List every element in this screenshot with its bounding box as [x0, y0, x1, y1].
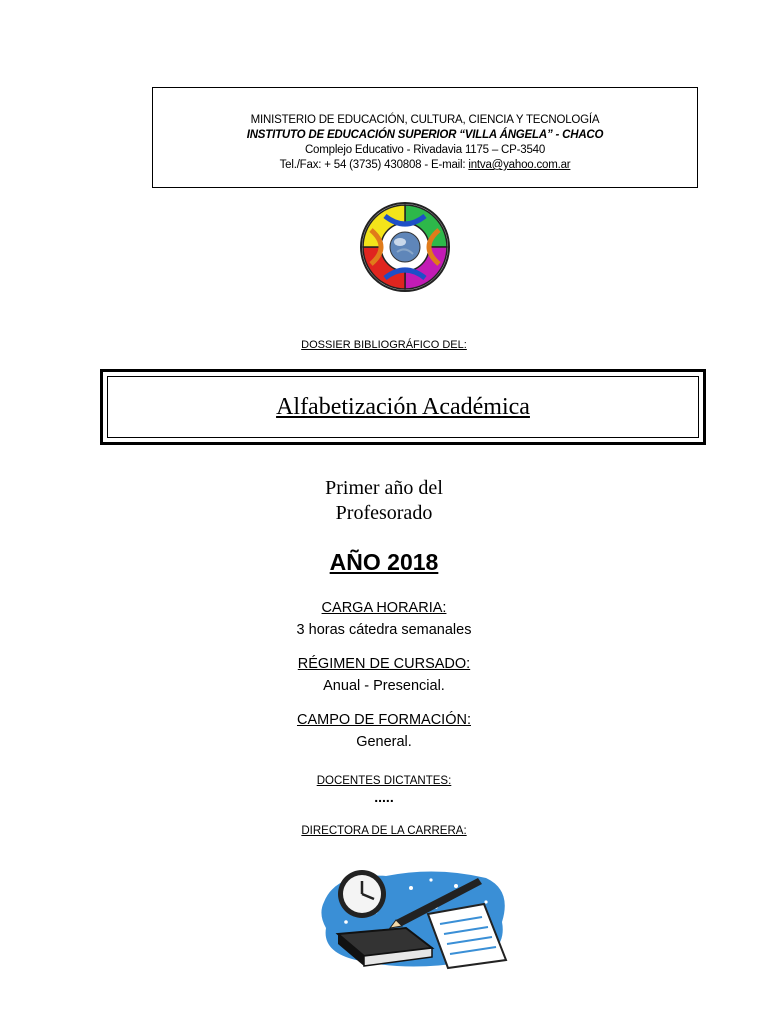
year-heading: AÑO 2018: [329, 549, 439, 575]
ministry-name: MINISTERIO DE EDUCACIÓN, CULTURA, CIENCIA Y TECNOLOGÍA: [250, 114, 600, 126]
regime-value: Anual - Presencial.: [323, 678, 445, 694]
contact-phone: Tel./Fax: + 54 (3735) 430808 - E-mail:: [279, 159, 469, 171]
subtitle-line-2: Profesorado: [335, 502, 433, 524]
workload-value: 3 horas cátedra semanales: [296, 622, 472, 638]
study-clipart-icon: [316, 862, 512, 970]
institute-address: Complejo Educativo - Rivadavia 1175 – CP-3540: [304, 144, 546, 156]
teachers-value: .....: [374, 789, 394, 805]
institute-logo-icon: [355, 202, 455, 292]
course-title-box: [100, 369, 706, 445]
email-link[interactable]: intva@yahoo.com.ar: [468, 159, 571, 171]
dossier-label: DOSSIER BIBLIOGRÁFICO DEL:: [301, 339, 467, 351]
institute-name: INSTITUTO DE EDUCACIÓN SUPERIOR “VILLA ÁNGELA” - CHACO: [246, 129, 604, 141]
course-title: Alfabetización Académica: [276, 393, 530, 420]
teachers-label: DOCENTES DICTANTES:: [316, 775, 452, 787]
institution-header: [152, 87, 698, 188]
course-subtitle: [0, 476, 768, 526]
field-label: CAMPO DE FORMACIÓN:: [296, 712, 471, 728]
field-value: General.: [356, 734, 412, 750]
regime-label: RÉGIMEN DE CURSADO:: [297, 656, 471, 672]
course-title-frame: [107, 376, 699, 438]
director-label: DIRECTORA DE LA CARRERA:: [301, 825, 467, 837]
institute-contact: [153, 158, 697, 173]
subtitle-line-1: Primer año del: [325, 477, 443, 499]
workload-label: CARGA HORARIA:: [321, 600, 447, 616]
